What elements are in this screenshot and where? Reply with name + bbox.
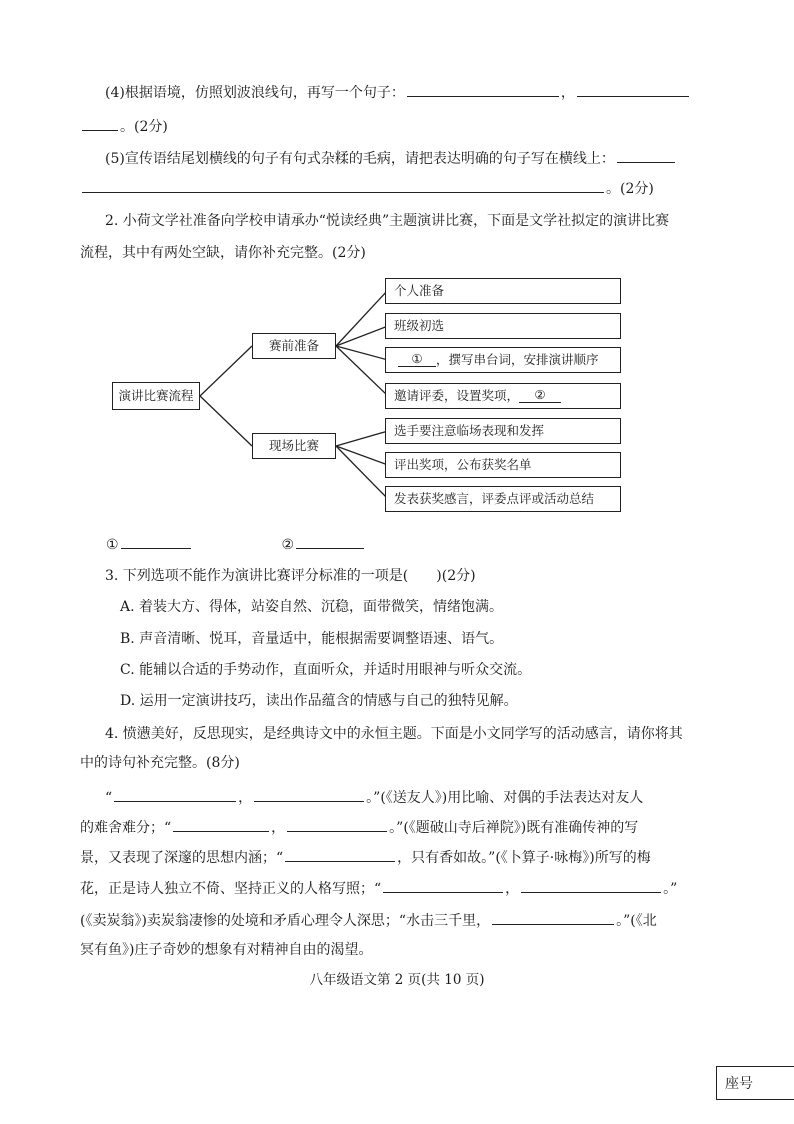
poem-blank[interactable] [285, 847, 395, 862]
q1-part5-line: (5)宣传语结尾划横线的句子有句式杂糅的毛病，请把表达明确的句子写在横线上： [105, 148, 705, 169]
flow-root-box: 演讲比赛流程 [112, 382, 200, 410]
q2-stem-line2: 流程，其中有两处空缺，请你补充完整。(2分) [80, 245, 366, 261]
q4-stem-line1: 4. 愤懑美好，反思现实，是经典诗文中的永恒主题。下面是小文同学写的活动感言，请你将其 [105, 726, 683, 742]
poem-blank[interactable] [383, 878, 503, 893]
q3-stem: 3. 下列选项不能作为演讲比赛评分标准的一项是( )(2分) [105, 568, 476, 584]
flow-branch-preparation: 赛前准备 [252, 333, 336, 359]
q1-part4-line: (4)根据语境，仿照划波浪线句，再写一个句子： ， [105, 82, 705, 103]
flow-item-closing: 发表获奖感言，评委点评或活动总结 [385, 486, 621, 512]
q2-answer-line: ① ② [106, 534, 706, 555]
blank-1-marker[interactable]: ① [398, 353, 436, 367]
answer-blank-2[interactable] [296, 534, 364, 549]
flow-item-blank-1: ① ，撰写串台词，安排演讲顺序 [385, 347, 621, 373]
poem-blank[interactable] [254, 787, 364, 802]
page-footer: 八年级语文第 2 页(共 10 页) [309, 972, 485, 988]
q4-stem-line2: 中的诗句补充完整。(8分) [80, 755, 240, 771]
poem-blank[interactable] [492, 910, 614, 925]
flow-item-performance: 选手要注意临场表现和发挥 [385, 418, 621, 444]
q4-fill-line3: 景，又表现了深邃的思想内涵；“ ，只有香如故。”(《卜算子·咏梅》)所写的梅 [80, 847, 680, 868]
flow-item-class-selection: 班级初选 [385, 313, 621, 339]
q3-option-a[interactable]: A. 着装大方、得体，站姿自然、沉稳，面带微笑，情绪饱满。 [120, 599, 504, 615]
blank-2-marker[interactable]: ② [519, 389, 561, 403]
q3-option-c[interactable]: C. 能辅以合适的手势动作，直面听众，并适时用眼神与听众交流。 [120, 662, 532, 678]
seat-number-box: 座号 [716, 1066, 794, 1100]
flow-branch-live-contest: 现场比赛 [252, 433, 336, 459]
poem-blank[interactable] [521, 878, 661, 893]
q1-part4-line2: 。(2分) [80, 116, 680, 137]
q4-fill-line1: “ ， 。”(《送友人》)用比喻、对偶的手法表达对友人 [105, 787, 705, 808]
flow-item-personal-prep: 个人准备 [385, 278, 621, 304]
answer-blank-1[interactable] [121, 534, 191, 549]
q4-fill-line6: 冥有鱼》)庄子奇妙的想象有对精神自由的渴望。 [80, 942, 373, 958]
q2-stem-line1: 2. 小荷文学社准备向学校申请承办“悦读经典”主题演讲比赛，下面是文学社拟定的演讲比赛 [105, 213, 670, 229]
flow-item-awards: 评出奖项，公布获奖名单 [385, 452, 621, 478]
q3-option-d[interactable]: D. 运用一定演讲技巧，读出作品蕴含的情感与自己的独特见解。 [120, 693, 518, 709]
q1-part5-line2: 。(2分) [80, 178, 680, 199]
q4-fill-line2: 的难舍难分；“ ， 。”(《题破山寺后禅院》)既有准确传神的写 [80, 817, 680, 838]
q4-fill-line5: (《卖炭翁》)卖炭翁凄惨的处境和矛盾心理令人深思；“水击三千里， 。”(《北 [80, 910, 680, 931]
q4-fill-line4: 花，正是诗人独立不倚、坚持正义的人格写照；“ ， 。” [80, 878, 680, 899]
poem-blank[interactable] [173, 817, 269, 832]
flow-item-blank-2: 邀请评委，设置奖项， ② [385, 383, 621, 409]
poem-blank[interactable] [114, 787, 236, 802]
poem-blank[interactable] [287, 817, 387, 832]
q3-option-b[interactable]: B. 声音清晰、悦耳，音量适中，能根据需要调整语速、语气。 [120, 631, 504, 647]
